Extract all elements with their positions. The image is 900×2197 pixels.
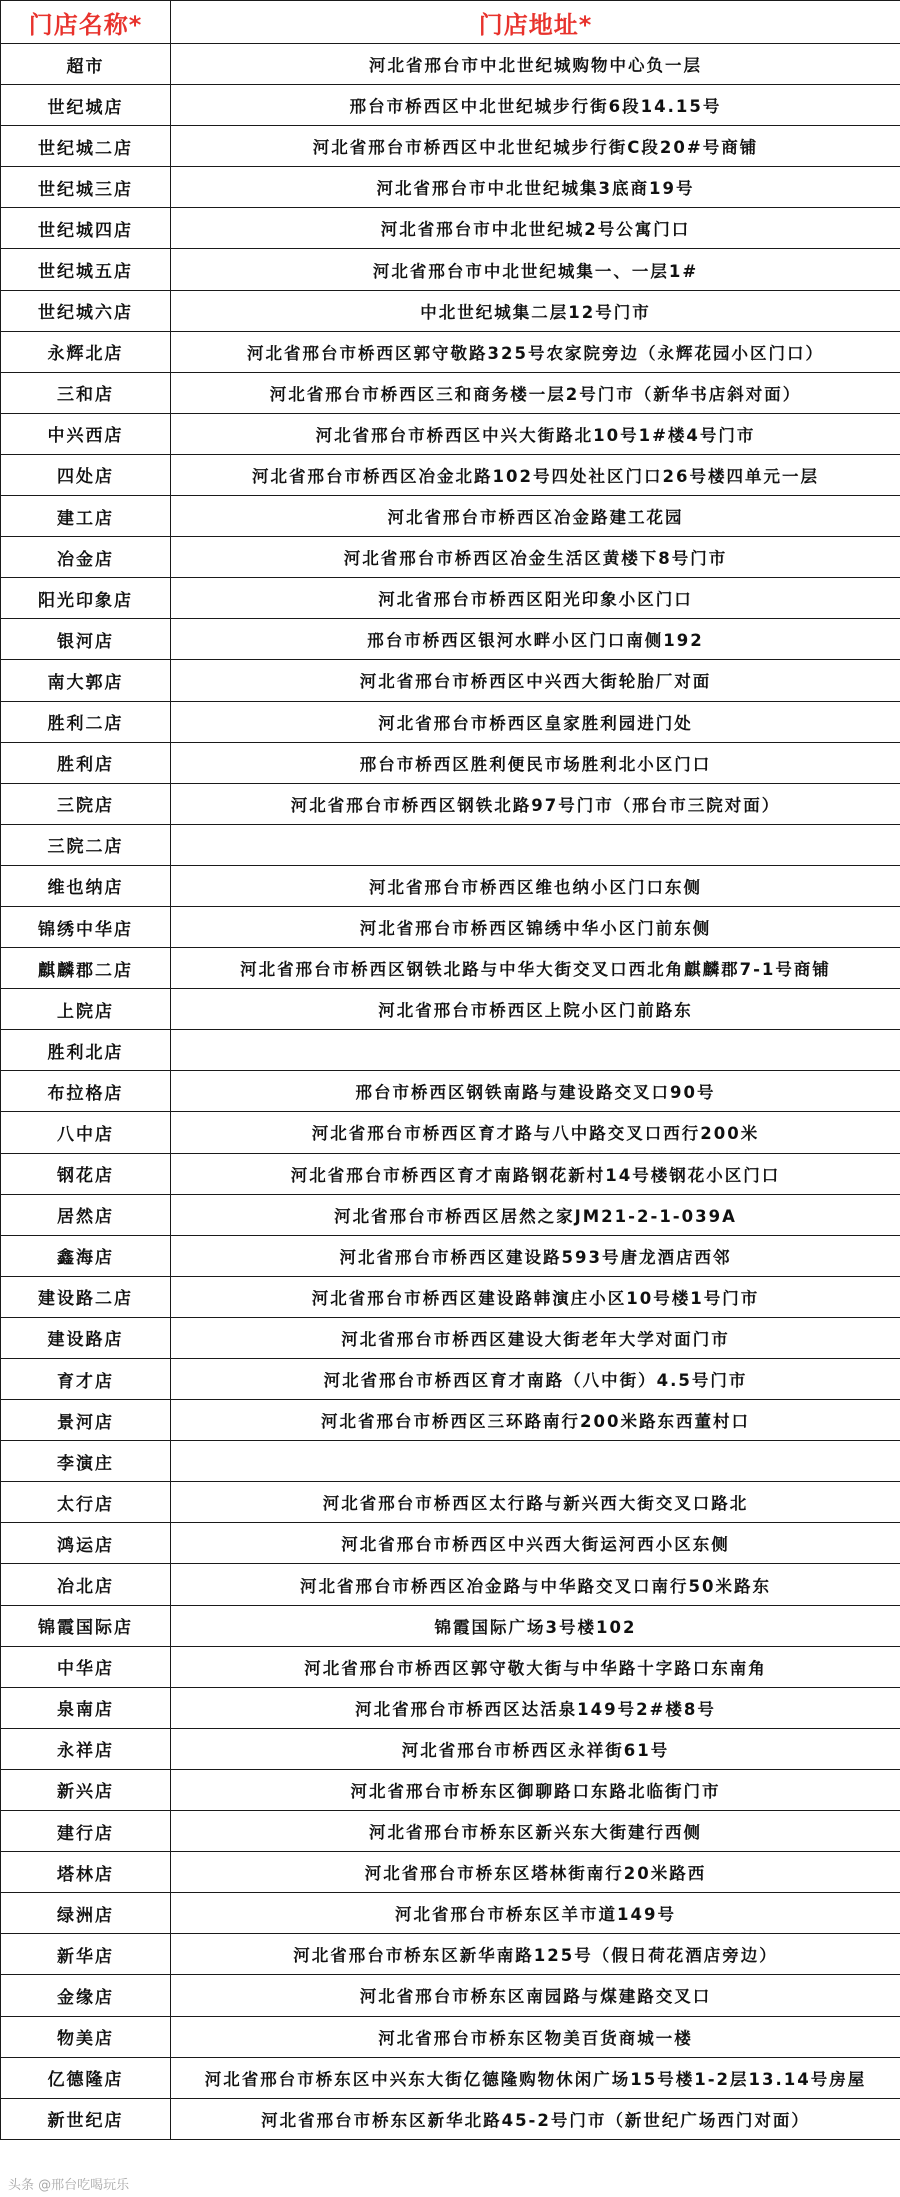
- table-row: [1, 1030, 900, 1071]
- table-row: [1, 331, 900, 372]
- table-row: [1, 742, 900, 783]
- table-row: [1, 660, 900, 701]
- table-row: [1, 1934, 900, 1975]
- table-row: [1, 496, 900, 537]
- table-row: [1, 1975, 900, 2016]
- store-name-cell: 三和店: [1, 372, 171, 413]
- store-name-cell: 南大郭店: [1, 660, 171, 701]
- store-name-cell: 中华店: [1, 1646, 171, 1687]
- table-row: [1, 1605, 900, 1646]
- store-name-cell: 世纪城四店: [1, 208, 171, 249]
- store-address-cell: 邢台市桥西区银河水畔小区门口南侧192: [171, 619, 900, 660]
- table-row: [1, 85, 900, 126]
- store-address-cell: 河北省邢台市中北世纪城集一、一层1#: [171, 249, 900, 290]
- table-row: [1, 44, 900, 85]
- store-name-cell: 绿洲店: [1, 1893, 171, 1934]
- table-row: [1, 1482, 900, 1523]
- watermark: 头条 @邢台吃喝玩乐: [8, 2178, 130, 2193]
- store-name-cell: 胜利二店: [1, 701, 171, 742]
- store-address-cell: 河北省邢台市桥西区冶金路建工花园: [171, 496, 900, 537]
- store-address-cell: 锦霞国际广场3号楼102: [171, 1605, 900, 1646]
- table-row: [1, 1441, 900, 1482]
- store-name-cell: 新世纪店: [1, 2098, 171, 2139]
- store-address-cell: 河北省邢台市桥西区维也纳小区门口东侧: [171, 865, 900, 906]
- store-name-cell: 钢花店: [1, 1153, 171, 1194]
- table-row: [1, 126, 900, 167]
- store-name-cell: 李演庄: [1, 1441, 171, 1482]
- store-address-cell: [171, 1441, 900, 1482]
- store-name-cell: 新华店: [1, 1934, 171, 1975]
- table-row: [1, 989, 900, 1030]
- store-name-cell: 世纪城二店: [1, 126, 171, 167]
- store-name-cell: 上院店: [1, 989, 171, 1030]
- table-row: [1, 249, 900, 290]
- store-address-cell: 河北省邢台市桥东区中兴东大街亿德隆购物休闲广场15号楼1-2层13.14号房屋: [171, 2057, 900, 2098]
- store-name-cell: 永辉北店: [1, 331, 171, 372]
- table-body: [1, 44, 900, 2140]
- store-address-cell: 河北省邢台市桥西区冶金生活区黄楼下8号门市: [171, 537, 900, 578]
- store-name-cell: 冶金店: [1, 537, 171, 578]
- store-address-cell: 邢台市桥西区中北世纪城步行街6段14.15号: [171, 85, 900, 126]
- store-name-cell: 胜利店: [1, 742, 171, 783]
- store-name-cell: 塔林店: [1, 1852, 171, 1893]
- store-name-cell: 亿德隆店: [1, 2057, 171, 2098]
- store-address-cell: 河北省邢台市桥西区建设路韩演庄小区10号楼1号门市: [171, 1276, 900, 1317]
- store-address-cell: 河北省邢台市桥西区永祥街61号: [171, 1728, 900, 1769]
- store-name-cell: 麒麟郡二店: [1, 948, 171, 989]
- store-address-cell: 河北省邢台市桥西区育才路与八中路交叉口西行200米: [171, 1112, 900, 1153]
- store-address-cell: 河北省邢台市中北世纪城集3底商19号: [171, 167, 900, 208]
- store-name-cell: 鸿运店: [1, 1523, 171, 1564]
- table-row: [1, 1564, 900, 1605]
- store-address-cell: 河北省邢台市桥西区中兴西大街运河西小区东侧: [171, 1523, 900, 1564]
- store-name-cell: 金缘店: [1, 1975, 171, 2016]
- store-name-cell: 鑫海店: [1, 1235, 171, 1276]
- table-row: [1, 372, 900, 413]
- table-row: [1, 537, 900, 578]
- store-address-cell: 河北省邢台市桥西区郭守敬大街与中华路十字路口东南角: [171, 1646, 900, 1687]
- store-address-cell: 河北省邢台市中北世纪城购物中心负一层: [171, 44, 900, 85]
- table-row: [1, 2016, 900, 2057]
- store-name-cell: 居然店: [1, 1194, 171, 1235]
- store-address-cell: 河北省邢台市桥西区郭守敬路325号农家院旁边（永辉花园小区门口）: [171, 331, 900, 372]
- store-name-cell: 世纪城六店: [1, 290, 171, 331]
- store-address-cell: 河北省邢台市桥西区锦绣中华小区门前东侧: [171, 906, 900, 947]
- store-address-cell: 河北省邢台市桥东区新兴东大街建行西侧: [171, 1811, 900, 1852]
- store-address-cell: 河北省邢台市桥西区钢铁北路97号门市（邢台市三院对面）: [171, 783, 900, 824]
- table-row: [1, 865, 900, 906]
- store-name-cell: 冶北店: [1, 1564, 171, 1605]
- store-address-cell: 河北省邢台市桥东区塔林街南行20米路西: [171, 1852, 900, 1893]
- header-row: [1, 1, 900, 44]
- table-row: [1, 578, 900, 619]
- store-name-cell: 育才店: [1, 1359, 171, 1400]
- table-row: [1, 2057, 900, 2098]
- store-name-cell: 胜利北店: [1, 1030, 171, 1071]
- store-name-cell: 三院二店: [1, 824, 171, 865]
- store-address-cell: 中北世纪城集二层12号门市: [171, 290, 900, 331]
- store-name-cell: 维也纳店: [1, 865, 171, 906]
- store-name-cell: 阳光印象店: [1, 578, 171, 619]
- store-address-cell: 河北省邢台市桥东区南园路与煤建路交叉口: [171, 1975, 900, 2016]
- store-address-cell: 河北省邢台市桥西区皇家胜利园进门处: [171, 701, 900, 742]
- table-row: [1, 1811, 900, 1852]
- store-name-cell: 四处店: [1, 454, 171, 495]
- store-name-cell: 泉南店: [1, 1687, 171, 1728]
- store-address-cell: 河北省邢台市桥西区阳光印象小区门口: [171, 578, 900, 619]
- table-row: [1, 1071, 900, 1112]
- store-name-cell: 布拉格店: [1, 1071, 171, 1112]
- table-row: [1, 948, 900, 989]
- table-row: [1, 1276, 900, 1317]
- store-address-cell: [171, 1030, 900, 1071]
- table-row: [1, 1235, 900, 1276]
- store-address-cell: 河北省邢台市桥西区冶金北路102号四处社区门口26号楼四单元一层: [171, 454, 900, 495]
- table-row: [1, 413, 900, 454]
- store-address-cell: 河北省邢台市桥西区三和商务楼一层2号门市（新华书店斜对面）: [171, 372, 900, 413]
- store-address-cell: 河北省邢台市桥西区居然之家JM21-2-1-039A: [171, 1194, 900, 1235]
- store-name-cell: 建工店: [1, 496, 171, 537]
- store-name-cell: 中兴西店: [1, 413, 171, 454]
- table-row: [1, 1646, 900, 1687]
- store-address-cell: 河北省邢台市桥西区中北世纪城步行街C段20#号商铺: [171, 126, 900, 167]
- store-name-cell: 锦绣中华店: [1, 906, 171, 947]
- store-address-cell: 河北省邢台市桥东区羊市道149号: [171, 1893, 900, 1934]
- store-name-cell: 世纪城三店: [1, 167, 171, 208]
- store-address-cell: 邢台市桥西区钢铁南路与建设路交叉口90号: [171, 1071, 900, 1112]
- store-address-cell: 河北省邢台市桥西区中兴西大街轮胎厂对面: [171, 660, 900, 701]
- store-address-cell: 河北省邢台市桥西区中兴大街路北10号1#楼4号门市: [171, 413, 900, 454]
- table-row: [1, 1523, 900, 1564]
- table-row: [1, 454, 900, 495]
- store-address-cell: 河北省邢台市桥西区太行路与新兴西大街交叉口路北: [171, 1482, 900, 1523]
- store-name-cell: 建行店: [1, 1811, 171, 1852]
- table-row: [1, 1769, 900, 1810]
- store-name-cell: 锦霞国际店: [1, 1605, 171, 1646]
- table-row: [1, 2098, 900, 2139]
- table-row: [1, 619, 900, 660]
- table-row: [1, 824, 900, 865]
- table-row: [1, 783, 900, 824]
- store-address-cell: 河北省邢台市桥西区三环路南行200米路东西董村口: [171, 1400, 900, 1441]
- store-address-cell: 河北省邢台市桥西区育才南路钢花新村14号楼钢花小区门口: [171, 1153, 900, 1194]
- store-name-cell: 建设路二店: [1, 1276, 171, 1317]
- store-name-cell: 建设路店: [1, 1317, 171, 1358]
- store-address-cell: 河北省邢台市桥东区新华北路45-2号门市（新世纪广场西门对面）: [171, 2098, 900, 2139]
- table-row: [1, 167, 900, 208]
- store-name-cell: 景河店: [1, 1400, 171, 1441]
- store-name-cell: 超市: [1, 44, 171, 85]
- store-name-cell: 三院店: [1, 783, 171, 824]
- table-row: [1, 906, 900, 947]
- store-name-cell: 世纪城店: [1, 85, 171, 126]
- store-address-cell: 河北省邢台市桥西区达活泉149号2#楼8号: [171, 1687, 900, 1728]
- table-row: [1, 208, 900, 249]
- store-name-cell: 新兴店: [1, 1769, 171, 1810]
- store-address-cell: 河北省邢台市桥西区上院小区门前路东: [171, 989, 900, 1030]
- store-address-cell: 邢台市桥西区胜利便民市场胜利北小区门口: [171, 742, 900, 783]
- store-address-cell: 河北省邢台市桥西区育才南路（八中街）4.5号门市: [171, 1359, 900, 1400]
- store-name-cell: 八中店: [1, 1112, 171, 1153]
- store-address-cell: 河北省邢台市中北世纪城2号公寓门口: [171, 208, 900, 249]
- table-row: [1, 1687, 900, 1728]
- table-row: [1, 1893, 900, 1934]
- table-row: [1, 1317, 900, 1358]
- header-store-address: 门店地址*: [171, 1, 900, 44]
- table-row: [1, 1153, 900, 1194]
- store-name-cell: 银河店: [1, 619, 171, 660]
- store-address-cell: 河北省邢台市桥西区建设路593号唐龙酒店西邻: [171, 1235, 900, 1276]
- table-row: [1, 1194, 900, 1235]
- store-name-cell: 世纪城五店: [1, 249, 171, 290]
- store-address-cell: 河北省邢台市桥东区新华南路125号（假日荷花酒店旁边）: [171, 1934, 900, 1975]
- store-address-cell: 河北省邢台市桥西区钢铁北路与中华大街交叉口西北角麒麟郡7-1号商铺: [171, 948, 900, 989]
- table-row: [1, 1112, 900, 1153]
- header-store-name: 门店名称*: [1, 1, 171, 44]
- store-name-cell: 太行店: [1, 1482, 171, 1523]
- table-row: [1, 701, 900, 742]
- store-name-cell: 永祥店: [1, 1728, 171, 1769]
- table-row: [1, 290, 900, 331]
- table-row: [1, 1400, 900, 1441]
- store-address-cell: 河北省邢台市桥西区建设大街老年大学对面门市: [171, 1317, 900, 1358]
- table-row: [1, 1359, 900, 1400]
- store-address-cell: 河北省邢台市桥东区御聊路口东路北临街门市: [171, 1769, 900, 1810]
- store-address-cell: 河北省邢台市桥西区冶金路与中华路交叉口南行50米路东: [171, 1564, 900, 1605]
- store-address-cell: 河北省邢台市桥东区物美百货商城一楼: [171, 2016, 900, 2057]
- store-address-cell: [171, 824, 900, 865]
- store-name-cell: 物美店: [1, 2016, 171, 2057]
- table-row: [1, 1852, 900, 1893]
- table-row: [1, 1728, 900, 1769]
